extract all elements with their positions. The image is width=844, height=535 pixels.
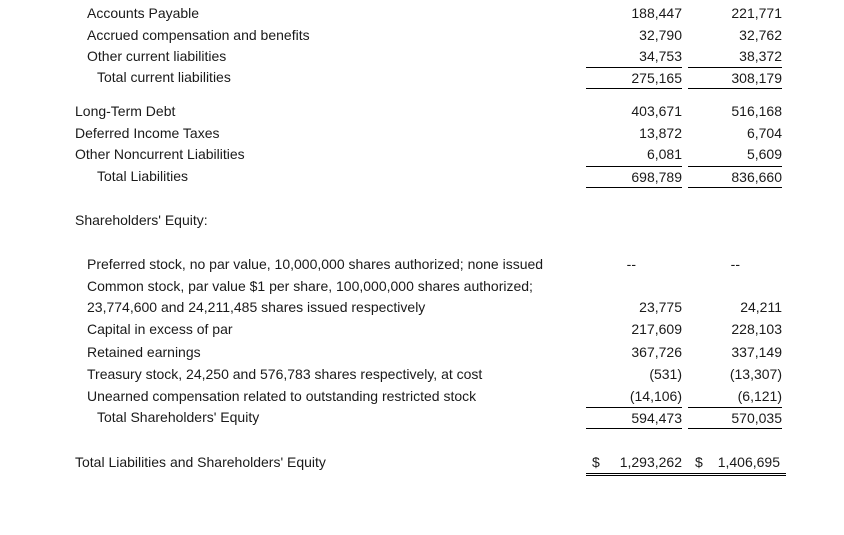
subtotal-col2: 308,179	[688, 67, 782, 89]
subtotal-col1: 698,789	[586, 166, 682, 188]
value-col2: 24,211	[740, 299, 782, 315]
table-row	[0, 386, 844, 406]
value-col2: 221,771	[731, 5, 782, 21]
table-row	[0, 123, 844, 143]
row-label: Deferred Income Taxes	[75, 125, 220, 141]
value-col1: 23,775	[639, 299, 682, 315]
value-col2: 516,168	[731, 103, 782, 119]
value-col1: 403,671	[631, 103, 682, 119]
value-col1: (531)	[649, 366, 682, 382]
value-col2: 5,609	[746, 146, 782, 162]
subtotal-label: Total Liabilities	[97, 168, 189, 184]
value-col2: 6,704	[746, 125, 782, 141]
table-row	[0, 3, 844, 23]
subtotal-row	[0, 67, 844, 87]
subtotal-col2: 570,035	[688, 407, 782, 429]
subtotal-col1: 594,473	[586, 407, 682, 429]
row-label: Other Noncurrent Liabilities	[75, 146, 245, 162]
value-col2: (13,307)	[729, 366, 782, 382]
table-row	[0, 46, 844, 66]
table-row	[0, 276, 844, 296]
grand-total-label: Total Liabilities and Shareholders' Equity	[75, 454, 326, 470]
subtotal-row	[0, 407, 844, 427]
row-label: 23,774,600 and 24,211,485 shares issued respectively	[87, 299, 426, 315]
grand-total-row	[0, 452, 844, 472]
value-col1: 13,872	[639, 125, 682, 141]
grand-total-underline	[586, 452, 786, 476]
table-row	[0, 144, 844, 164]
table-row	[0, 254, 844, 274]
grand-total-col2: 1,406,695	[717, 454, 780, 470]
value-col1: --	[626, 256, 636, 272]
row-label: Retained earnings	[87, 344, 201, 360]
value-col2: 228,103	[731, 321, 782, 337]
subtotal-col1: 275,165	[586, 67, 682, 89]
value-col1: 32,790	[639, 27, 682, 43]
row-label: Unearned compensation related to outstanding restricted stock	[87, 388, 477, 404]
table-row	[0, 364, 844, 384]
value-col1: 367,726	[631, 344, 682, 360]
value-col2: (6,121)	[737, 388, 782, 404]
row-label: Accrued compensation and benefits	[87, 27, 310, 43]
section-header	[0, 210, 844, 230]
grand-total-col1: 1,293,262	[619, 454, 682, 470]
row-label: Other current liabilities	[87, 48, 227, 64]
value-col1: 217,609	[631, 321, 682, 337]
value-col2: --	[730, 256, 740, 272]
subtotal-label: Total current liabilities	[97, 69, 231, 85]
currency-symbol: $	[695, 454, 703, 470]
currency-symbol: $	[592, 454, 600, 470]
row-label: Treasury stock, 24,250 and 576,783 shares respectively, at cost	[87, 366, 483, 382]
value-col2: 32,762	[739, 27, 782, 43]
row-label: Common stock, par value $1 per share, 100,000,000 shares authorized;	[87, 278, 533, 294]
row-label: Preferred stock, no par value, 10,000,000 shares authorized; none issued	[87, 256, 544, 272]
table-row	[0, 25, 844, 45]
value-col1: 6,081	[646, 146, 682, 162]
row-label: Capital in excess of par	[87, 321, 233, 337]
row-label: Long-Term Debt	[75, 103, 176, 119]
equity-header: Shareholders' Equity:	[75, 212, 208, 228]
table-row	[0, 319, 844, 339]
value-col1: 34,753	[639, 48, 682, 64]
subtotal-col2: 836,660	[688, 166, 782, 188]
table-row	[0, 101, 844, 121]
table-row	[0, 297, 844, 317]
value-col1: (14,106)	[629, 388, 682, 404]
table-row	[0, 342, 844, 362]
value-col2: 337,149	[731, 344, 782, 360]
value-col2: 38,372	[739, 48, 782, 64]
value-col1: 188,447	[631, 5, 682, 21]
subtotal-row	[0, 166, 844, 186]
row-label: Accounts Payable	[87, 5, 200, 21]
subtotal-label: Total Shareholders' Equity	[97, 409, 260, 425]
